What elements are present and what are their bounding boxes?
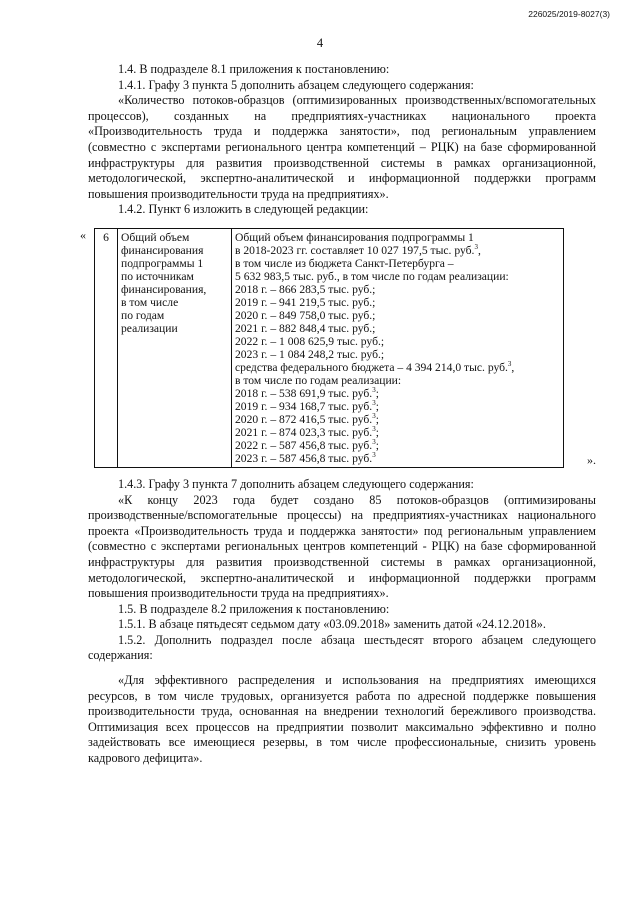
paragraph-1-4-3: 1.4.3. Графу 3 пункта 7 дополнить абзацем следующего содержания: (118, 476, 474, 491)
value-line: 2019 г. – 934 168,7 тыс. руб.$^3$; (235, 399, 379, 413)
value-line: в 2018-2023 гг. составляет 10 027 197,5 тыс. руб.$^3$, (235, 243, 481, 257)
table-close-quote: ». (587, 452, 596, 467)
value-line: 2020 г. – 872 416,5 тыс. руб.$^3$; (235, 412, 379, 426)
page-number: 4 (316, 36, 324, 50)
document-id: 226025/2019-8027(3) (528, 9, 610, 19)
label-line: по годам (121, 308, 165, 322)
paragraph-1-4-1: 1.4.1. Графу 3 пункта 5 дополнить абзацем следующего содержания: (118, 77, 474, 92)
financing-table-block (80, 227, 596, 468)
value-line: 2020 г. – 849 758,0 тыс. руб.; (235, 308, 376, 322)
value-line: 2022 г. – 1 008 625,9 тыс. руб.; (235, 334, 385, 348)
paragraph-quote-3: «Для эффективного распределения и использования на предприятиях имеющихся ресурсов, в том числе трудовых, организуется работа по адресной поддержке повышения производительности труда, основанная на внедрении технологий бережливого производства. Оптимизация всех процессов на предприятии позволит максимально эффективно и полно задействовать все имеющиеся резервы, в том числе профессиональные, снизить уровень кадрового дефицита». (88, 673, 596, 766)
label-line: подпрограммы 1 (121, 256, 204, 270)
label-line: по источникам (121, 269, 194, 283)
table-cell-label (118, 228, 232, 467)
label-line: в том числе (121, 295, 179, 309)
table-cell-number: 6 (95, 228, 118, 467)
value-line: в том числе из бюджета Санкт-Петербурга – (235, 256, 454, 270)
value-line: 2018 г. – 866 283,5 тыс. руб.; (235, 282, 376, 296)
value-line: 2021 г. – 874 023,3 тыс. руб.$^3$; (235, 425, 379, 439)
value-line: Общий объем финансирования подпрограммы 1 (235, 230, 474, 244)
value-line: средства федерального бюджета – 4 394 214,0 тыс. руб.$^3$, (235, 360, 515, 374)
value-line: 2023 г. – 587 456,8 тыс. руб.$^3$ (235, 451, 376, 465)
label-line: реализации (121, 321, 178, 335)
paragraph-1-5-2: 1.5.2. Дополнить подраздел после абзаца шестьдесят второго абзацем следующего содержания: (88, 632, 596, 663)
value-line: 2022 г. – 587 456,8 тыс. руб.$^3$; (235, 438, 379, 452)
paragraph-quote-1: «Количество потоков-образцов (оптимизированных производственных/вспомогательных процессов), созданных на предприятиях-участниках национального проекта «Производительность труда и поддержка занятости», под региональным управлением (совместно с экспертами регионального центра компетенций – РЦК) на базе сформированной инфраструктуры для развития производственной системы в рамках организационной, методологической, экспертно-аналитической и информационной поддержки программ повышения производительности труда на предприятиях». (88, 93, 596, 201)
label-line: Общий объем (121, 230, 190, 244)
table-row (95, 228, 564, 467)
value-line: 2019 г. – 941 219,5 тыс. руб.; (235, 295, 376, 309)
value-line: в том числе по годам реализации: (235, 373, 402, 387)
paragraph-1-4: 1.4. В подразделе 8.1 приложения к постановлению: (118, 62, 390, 76)
table-cell-values (232, 228, 564, 467)
value-line: 2023 г. – 1 084 248,2 тыс. руб.; (235, 347, 385, 361)
value-line: 5 632 983,5 тыс. руб., в том числе по годам реализации: (235, 269, 509, 283)
paragraph-1-5: 1.5. В подразделе 8.2 приложения к постановлению: (118, 601, 390, 616)
financing-table (94, 228, 564, 468)
document-body (80, 62, 596, 767)
paragraph-quote-2: «К концу 2023 года будет создано 85 потоков-образцов (оптимизированы производственные/вспомогательные процессы) на предприятиях-участниках национального проекта «Производительность труда и поддержка занятости» под региональным управлением (совместно с экспертами региональных центров компетенций - РЦК) на базе сформированной инфраструктуры для развития производственной системы в рамках организационной, методологической, экспертно-аналитической и информационной поддержки программ повышения производительности труда на предприятиях». (88, 492, 596, 601)
value-line: 2021 г. – 882 848,4 тыс. руб.; (235, 321, 376, 335)
paragraph-1-5-1: 1.5.1. В абзаце пятьдесят седьмом дату «03.09.2018» заменить датой «24.12.2018». (118, 617, 546, 632)
paragraph-1-4-2: 1.4.2. Пункт 6 изложить в следующей редакции: (118, 202, 369, 217)
value-line: 2018 г. – 538 691,9 тыс. руб.$^3$; (235, 386, 379, 400)
label-line: финансирования, (121, 282, 207, 296)
table-open-quote: « (80, 227, 86, 242)
paragraph-gap (88, 664, 596, 673)
label-line: финансирования (121, 243, 204, 257)
